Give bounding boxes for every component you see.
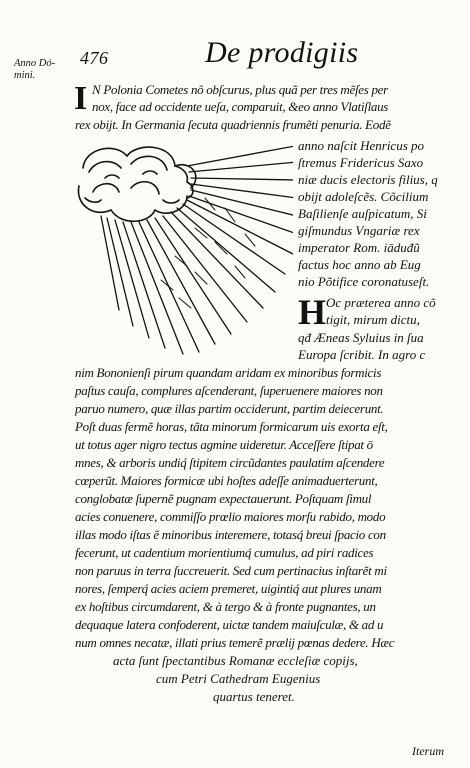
body-text-line: fecerunt, ut cadentium morientiumq́ cumulus, ad piri radices	[75, 545, 374, 560]
page-number: 476	[80, 48, 109, 68]
side-text-line: imperator Rom. iāduđũ	[298, 240, 420, 255]
body-text-line: illas modo iſtas ẽ minoribus interemere, totasq́ breui ſpacio con	[75, 527, 386, 542]
body-text-line: quartus teneret.	[213, 689, 295, 704]
body-text-line: ut totus ager nigro tectus agmine uideretur. Acceſſere ſtipat ō	[75, 437, 373, 452]
margin-note-year	[14, 58, 55, 82]
body-text-line: num omnes necatæ, illati prius temerẽ prælij pœnas dedere. Hæc	[75, 635, 395, 650]
side-text-line: Europa ſcribit. In agro c	[298, 347, 426, 362]
side-text-line: giſmundus Vngariæ rex	[298, 223, 420, 238]
running-head: De prodigiis	[205, 36, 359, 69]
body-text-line: conglobatæ ſupernẽ pugnam expectauerunt. Poſtquam ſimul	[75, 491, 372, 506]
dropcap-first: I	[74, 80, 88, 117]
body-text-line: nim Bononienſi pirum quandam aridam ex minoribus formicis	[75, 365, 382, 380]
body-text-line: acies conuenere, commiſſo prœlio maiores morſu rabido, modo	[75, 509, 386, 524]
side-text-line: tigit, mirum dictu,	[326, 312, 420, 327]
body-text-line: nores, ſemperq́ acies aciem premeret, uigintiq́ aut plures unam	[75, 581, 382, 596]
margin-note-line: Anno Dó-	[14, 58, 56, 69]
side-text-line: Oc præterea anno cõ	[326, 295, 436, 310]
body-text-line: paſtus cauſa, complures aſcenderant, ſuperuenere maiores non	[75, 383, 383, 398]
text-line: nox, face ad occidente ueſa, comparuit, &eo anno Vlatiſlaus	[92, 99, 389, 114]
body-text-line: cum Petri Cathedram Eugenius	[156, 671, 321, 686]
body-text-line: mnes, & arboris undiq́ ſtipitem circũdantes paulatim aſcendere	[75, 455, 385, 470]
side-text-line: niæ ducis electoris filius, q	[298, 172, 438, 187]
comet-woodcut-image	[75, 138, 293, 356]
body-text-line: ex hoſtibus circumdarent, & à tergo & à fronte pugnantes, un	[75, 599, 376, 614]
body-text-line: non paruus in terra ſuccreuerit. Sed cum pertinacius inſtarẽt mi	[75, 563, 387, 578]
side-text-line: Baſilienſe auſpicatum, Si	[298, 206, 427, 221]
text-line: rex obijt. In Germania ſecuta quadriennis frumẽti penuria. Eodẽ	[75, 117, 391, 132]
text-line: N Polonia Cometes nô obſcurus, plus quã per tres mẽſes per	[92, 82, 388, 97]
side-text-line: qđ Æneas Syluius in ſua	[298, 330, 424, 345]
side-text-line: obijt adoleſcẽs. Cõcilium	[298, 189, 429, 204]
body-text-line: paruo numero, quæ illas partim occiderunt, partim deiecerunt.	[75, 401, 384, 416]
side-text-line: factus hoc anno ab Eug	[298, 257, 421, 272]
body-text-line: Poſt duas fermẽ horas, tãta minorum formicarum uis exorta eſt,	[75, 419, 388, 434]
side-text-line: nio Põtifice coronatuseſt.	[298, 274, 430, 289]
body-text-line: dequaque latera confoderent, uictæ tandem maiuſculæ, & ad u	[75, 617, 384, 632]
catchword: Iterum	[412, 744, 444, 758]
side-text-line: anno naſcit Henricus po	[298, 138, 425, 153]
body-text-line: acta ſunt ſpectantibus Romanæ eccleſiæ copijs,	[113, 653, 358, 668]
dropcap-second: H	[298, 292, 327, 332]
side-text-line: ſtremus Fridericus Saxo	[298, 155, 424, 170]
body-text-line: cœperũt. Maiores formicæ ubi hoſtes adeſſe animaduerterunt,	[75, 473, 378, 488]
margin-note-line: mini.	[14, 70, 36, 81]
